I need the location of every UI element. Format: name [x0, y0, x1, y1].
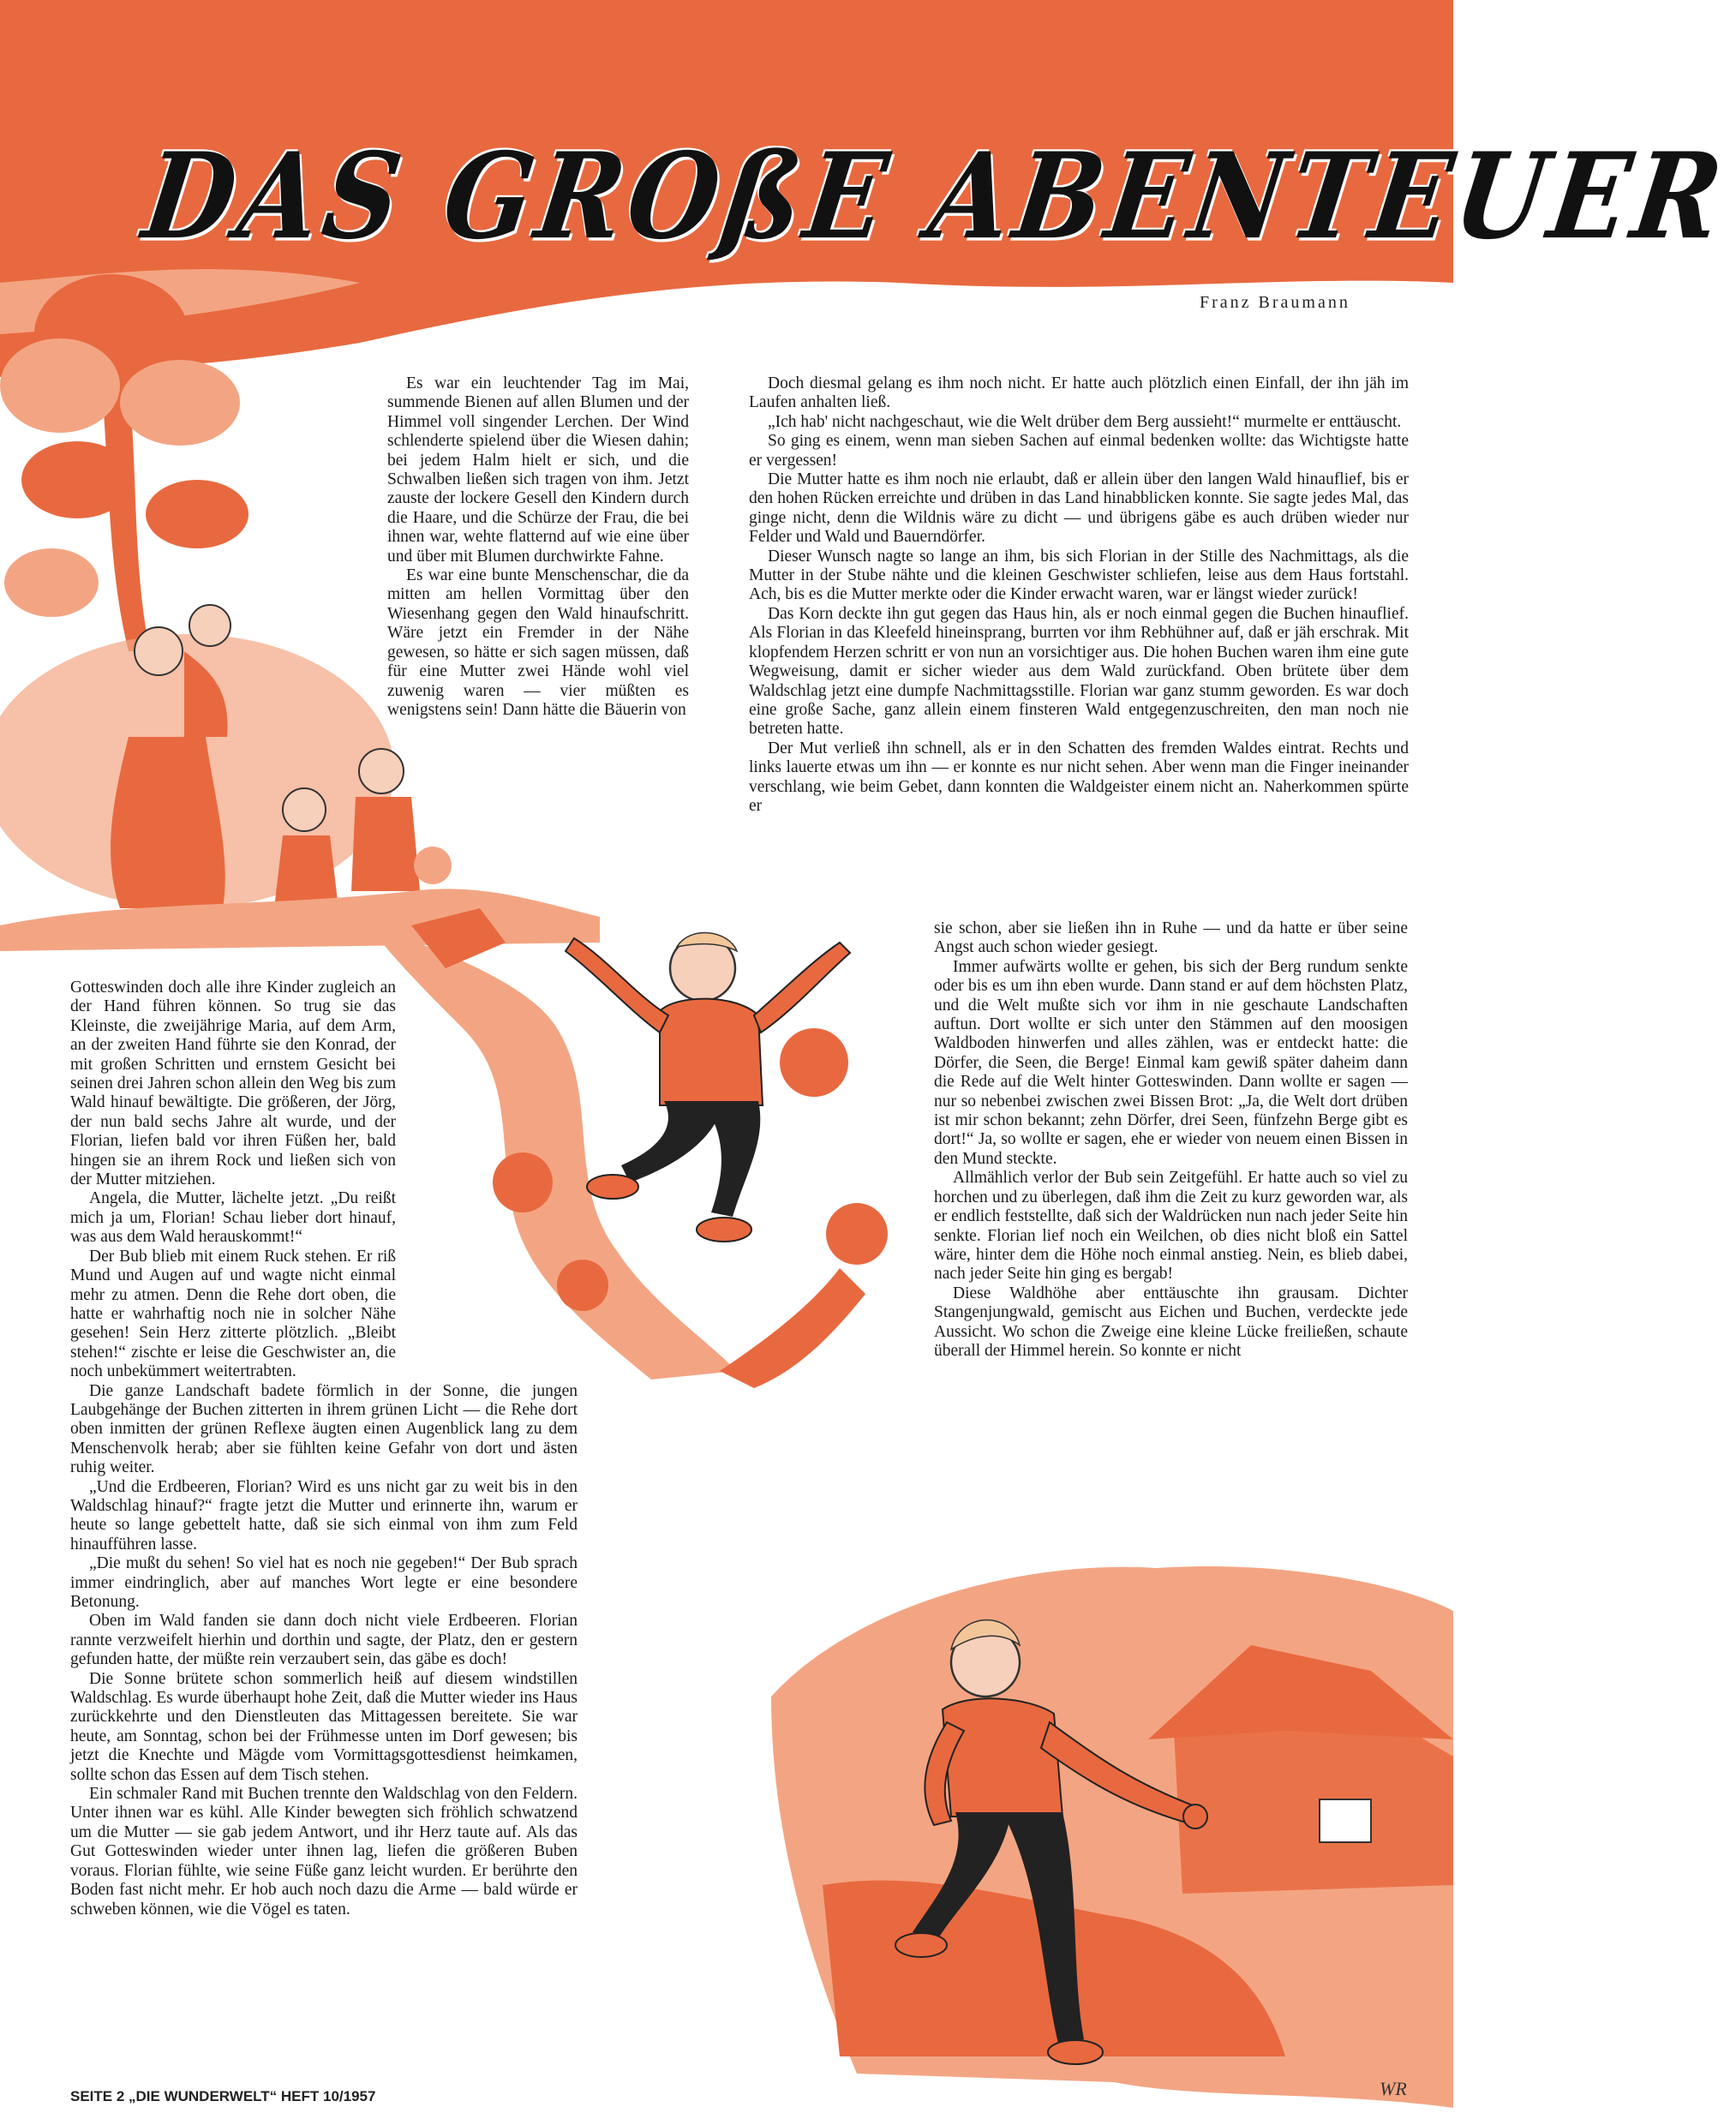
page-title: DAS GROßE ABENTEUER — [135, 127, 1735, 266]
paragraph: Die Mutter hatte es ihm noch nie erlaubt, daß er allein über den langen Wald hinauflief, bis er den hohen Rücken erreichte und drüben in das Land hinabblicken konnte. Sie sagte jedes Mal, das ginge nicht, denn die Wildnis wäre zu dicht — und übrigens gäbe es auch drüben wieder nur Felder und Wald und Bauerndörfer. — [749, 470, 1409, 547]
paragraph: „Ich hab' nicht nachgeschaut, wie die Welt drüber dem Berg aussieht!“ murmelte er enttäuscht. — [768, 412, 1402, 431]
paragraph: Angela, die Mutter, lächelte jetzt. „Du reißt mich ja um, Florian! Schau lieber dort hinauf, was aus dem Wald herauskommt!“ — [70, 1189, 396, 1247]
paragraph: Der Mut verließ ihn schnell, als er in den Schatten des fremden Waldes eintrat. Rechts und links lauerte etwas um ihn — er konnte es nur nicht sehen. Aber wenn man die Finger ineinander verschlang, wie beim Gebet, dann konnten die Waldgeister einem nicht an. Naherkommen spürte er — [749, 739, 1409, 815]
paragraph: „Die mußt du sehen! So viel hat es noch nie gegeben!“ Der Bub sprach immer eindringlich, aber auf manches Wort legte er eine besondere Betonung. — [70, 1554, 578, 1611]
paragraph: Die ganze Landschaft badete förmlich in der Sonne, die jungen Laubgehänge der Buchen zitterten in ihrem grünen Licht — die Rehe dort oben inmitten der grünen Reflexe äugten einen Augenblick lang zu dem Menschenvolk herab; aber sie fühlten keine Gefahr von dort und ästen ruhig weiter. — [70, 1381, 578, 1477]
paragraph: Allmählich verlor der Bub sein Zeitgefühl. Er hatte auch so viel zu horchen und zu überlegen, daß ihm die Zeit zu kurz geworden war, als er endlich feststellte, daß sich der Waldrücken nun nach jeder Seite hin senkte. Florian lief noch ein Weilchen, ob dies nicht bloß ein Sattel wäre, hinter dem die Höhe noch einmal anstieg. Nein, es blieb dabei, nach jeder Seite hin ging es bergab! — [934, 1169, 1408, 1284]
paragraph: Das Korn deckte ihn gut gegen das Haus hin, als er noch einmal gegen die Buchen hinauflief. Als Florian in das Kleefeld hineinsprang, burrten vor ihm Rebhühner auf, daß er jäh erschrak. Mit klopfendem Herzen schritt er von nun an vorsichtiger aus. Die hohen Buchen waren ihm eine gute Wegweisung, damit er sicher wieder aus dem Wald zurückfand. Oben brütete über dem Waldschlag jetzt eine dumpfe Nachmittagsstille. Florian war ganz stumm geworden. Es war doch eine große Sache, ganz allein einem finsteren Wald entgegenzuschreiten, den man noch nie betreten hatte. — [749, 604, 1409, 739]
author-name: Franz Braumann — [1200, 293, 1350, 312]
paragraph: Oben im Wald fanden sie dann doch nicht viele Erdbeeren. Florian rannte verzweifelt hierhin und dorthin und sagte, der Platz, den er gestern gefunden hatte, der müßte rein verzaubert sein, das gäbe es doch! — [70, 1612, 578, 1669]
paragraph: Der Bub blieb mit einem Ruck stehen. Er riß Mund und Augen auf und wagte nicht einmal mehr zu atmen. Denn die Rehe dort oben, die hatte er wahrhaftig noch nie in solcher Nähe gesehen! Sein Herz zitterte plötzlich. „Bleibt stehen!“ zischte er leise die Geschwister an, die noch unbekümmert weitertrabten. — [70, 1247, 396, 1381]
paragraph: Dieser Wunsch nagte so lange an ihm, bis sich Florian in der Stille des Nachmittags, als die Mutter in der Stube nähte und die kleinen Geschwister schliefen, leise aus dem Haus fortstahl. Ach, bis es die Mutter merkte oder die Kinder erwacht waren, war er längst wieder zurück! — [749, 547, 1409, 604]
paragraph: sie schon, aber sie ließen ihn in Ruhe — und da hatte er über seine Angst auch schon wieder gesiegt. — [934, 919, 1408, 957]
paragraph: So ging es einem, wenn man sieben Sachen auf einmal bedenken wollte: das Wichtigste hatte er vergessen! — [749, 432, 1409, 470]
column-2-top-text — [749, 374, 1409, 816]
paragraph: Doch diesmal gelang es ihm noch nicht. Er hatte auch plötzlich einen Einfall, der ihn jäh im Laufen anhalten ließ. — [749, 374, 1409, 412]
paragraph: Die Sonne brütete schon sommerlich heiß auf diesem windstillen Waldschlag. Es wurde überhaupt hohe Zeit, daß die Mutter wieder ins Haus zurückkehrte und den Dienstleuten das Mittagessen bereitete. Sie war heute, am Sonntag, schon bei der Frühmesse unten im Dorf gewesen; bis jetzt die Knechte und Mägde vom Vormittagsgottesdienst heimkamen, sollte schon das Essen auf dem Tisch stehen. — [70, 1669, 578, 1784]
paragraph: Ein schmaler Rand mit Buchen trennte den Waldschlag von den Feldern. Unter ihnen war es kühl. Alle Kinder bewegten sich fröhlich schwatzend um die Mutter — sie gab jedem Antwort, und ihr Herz taute auf. Als das Gut Gotteswinden wieder unter ihnen lag, liefen die größeren Buben voraus. Florian fühlte, wie seine Füße ganz leicht wurden. Er berührte den Boden fast nicht mehr. Er hob auch noch dazu die Arme — bald würde er schweben können, wie die Vögel es taten. — [70, 1785, 578, 1918]
page-footer: SEITE 2 „DIE WUNDERWELT“ HEFT 10/1957 — [70, 2088, 376, 2104]
paragraph: „Und die Erdbeeren, Florian? Wird es uns nicht gar zu weit bis in den Waldschlag hinauf?“ fragte jetzt die Mutter und erinnerte ihn, warum er heute so lange gebettelt hatte, daß sie sich einmal von ihm zum Feld hinaufführen lasse. — [70, 1477, 578, 1553]
paragraph: Gotteswinden doch alle ihre Kinder zugleich an der Hand führen können. So trug sie das Kleinste, die zweijährige Maria, auf dem Arm, an der zweiten Hand führte sie den Konrad, der mit großen Schritten und ernstem Gesicht bei seinen drei Jahren schon allein den Weg bis zum Wald hinauf bewältigte. Die größeren, der Jörg, der nun bald sechs Jahre alt wurde, und der Florian, liefen bald vor ihren Füßen her, bald hingen sie an ihrem Rock und ließen sich von der Mutter mitziehen. — [70, 979, 396, 1189]
paragraph: Diese Waldhöhe aber enttäuschte ihn grausam. Dichter Stangenjungwald, gemischt aus Eichen und Buchen, verdeckte jede Aussicht. Wo schon die Zweige eine kleine Lücke freiließen, schaute überall der Himmel herein. So konnte er nicht — [934, 1284, 1408, 1360]
column-1-bottom-text — [70, 979, 578, 1919]
paragraph: Immer aufwärts wollte er gehen, bis sich der Berg rundum senkte oder bis es um ihn eben wurde. Dann stand er auf dem höchsten Platz, und die Welt mußte sich vor ihm in nie geschaute Landschaften auftun. Dort wollte er sich unter den Stämmen auf den moosigen Waldboden hinwerfen und alles zählen, was er entdeckt hatte: die Dörfer, die Seen, die Berge! Einmal kam gewiß später daheim dann die Rede auf die Welt hinter Gotteswinden. Dann wollte er sagen — nur so nebenbei zwischen zwei Bissen Brot: „Ja, die Welt dort drüben ist mir schon bekannt; zehn Dörfer, drei Seen, fünfzehn Berge gibt es dort!“ Ja, so wollte er sagen, ehe er wieder von neuem einen Bissen in den Mund steckte. — [934, 957, 1408, 1168]
paragraph: Es war eine bunte Menschenschar, die da mitten am hellen Vormittag über den Wiesenhang gegen den Wald hinaufschritt. Wäre jetzt ein Fremder in der Nähe gewesen, so hätte er sich sagen müssen, daß für eine Mutter zwei Hände wohl viel zuwenig waren — vier müßten es wenigstens sein! Dann hätte die Bäuerin von — [387, 566, 689, 719]
column-1-top-text — [387, 374, 689, 720]
paragraph: Es war ein leuchtender Tag im Mai, summende Bienen auf allen Blumen und der Himmel voll singender Lerchen. Der Wind schlenderte spielend über die Wiesen dahin; bei jedem Halm hielt er sich, und die Schwalben ließen sich tragen von ihm. Jetzt zauste der lockere Gesell den Kindern durch die Haare, und die Schürze der Frau, die bei ihnen war, wehte flatternd auf wie eine über und über mit Blumen durchwirkte Fahne. — [387, 374, 689, 566]
column-2-bottom-text — [934, 919, 1408, 1361]
artist-signature: WR — [1380, 2078, 1407, 2099]
farmhouse-boy-illustration — [771, 1566, 1453, 2108]
